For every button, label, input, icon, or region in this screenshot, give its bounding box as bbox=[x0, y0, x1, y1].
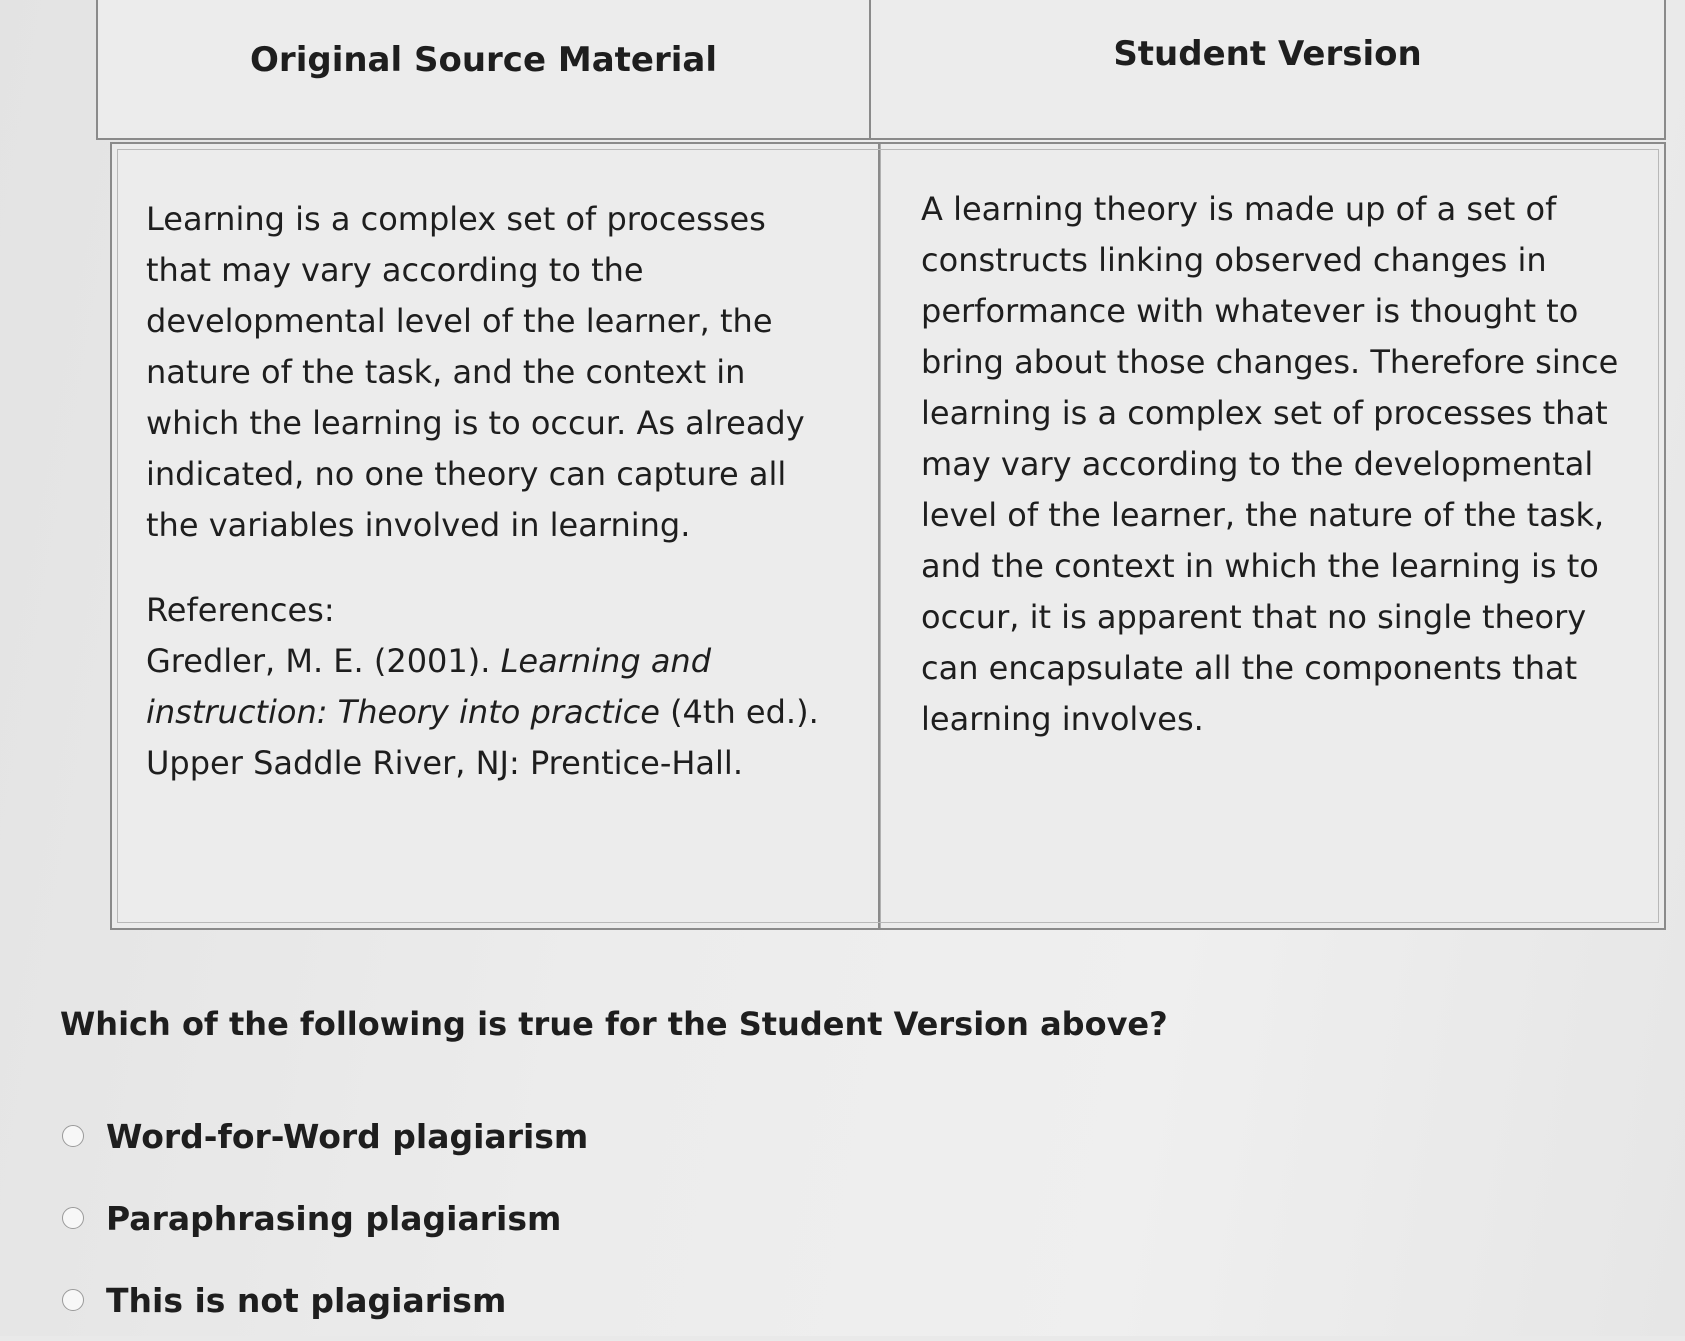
option-not-plagiarism[interactable] bbox=[62, 1259, 588, 1341]
references-label: References: bbox=[146, 591, 335, 629]
table-header-row bbox=[96, 0, 1666, 140]
reference-entry bbox=[146, 636, 838, 789]
option-paraphrasing[interactable] bbox=[62, 1177, 588, 1259]
question-prompt: Which of the following is true for the Student Version above? bbox=[60, 1005, 1168, 1043]
radio-button-icon[interactable] bbox=[62, 1289, 84, 1311]
reference-publisher: (4th ed.). Upper Saddle River, NJ: Prentice-Hall. bbox=[146, 693, 819, 782]
answer-options bbox=[62, 1095, 588, 1341]
comparison-table bbox=[96, 0, 1666, 930]
option-label: This is not plagiarism bbox=[106, 1280, 507, 1320]
radio-button-icon[interactable] bbox=[62, 1125, 84, 1147]
header-original-source-label: Original Source Material bbox=[250, 40, 717, 80]
option-label: Paraphrasing plagiarism bbox=[106, 1198, 562, 1238]
option-word-for-word[interactable] bbox=[62, 1095, 588, 1177]
header-student-version bbox=[871, 0, 1666, 140]
table-body-row bbox=[110, 142, 1666, 930]
header-student-version-label: Student Version bbox=[1113, 34, 1422, 74]
student-version-cell bbox=[880, 144, 1664, 928]
original-source-text: Learning is a complex set of processes that may vary according to the developmental level of the learner, the nature of the task, and the context in which the learning is to occur. As already indicated, no one theory can capture all the variables involved in learning. bbox=[146, 200, 805, 544]
references-block bbox=[146, 585, 838, 789]
original-source-cell bbox=[112, 144, 880, 928]
radio-button-icon[interactable] bbox=[62, 1207, 84, 1229]
header-original-source bbox=[96, 0, 871, 140]
student-version-text: A learning theory is made up of a set of constructs linking observed changes in performance with whatever is thought to bring about those changes. Therefore since learning is a complex set of processes that may vary according to the developmental level of the learner, the nature of the task, and the context in which the learning is to occur, it is apparent that no single theory can encapsulate all the components that learning involves. bbox=[921, 190, 1619, 738]
option-label: Word-for-Word plagiarism bbox=[106, 1116, 589, 1156]
reference-title: Learning and instruction: Theory into practice bbox=[146, 642, 712, 731]
reference-author-year: Gredler, M. E. (2001). bbox=[146, 642, 501, 680]
